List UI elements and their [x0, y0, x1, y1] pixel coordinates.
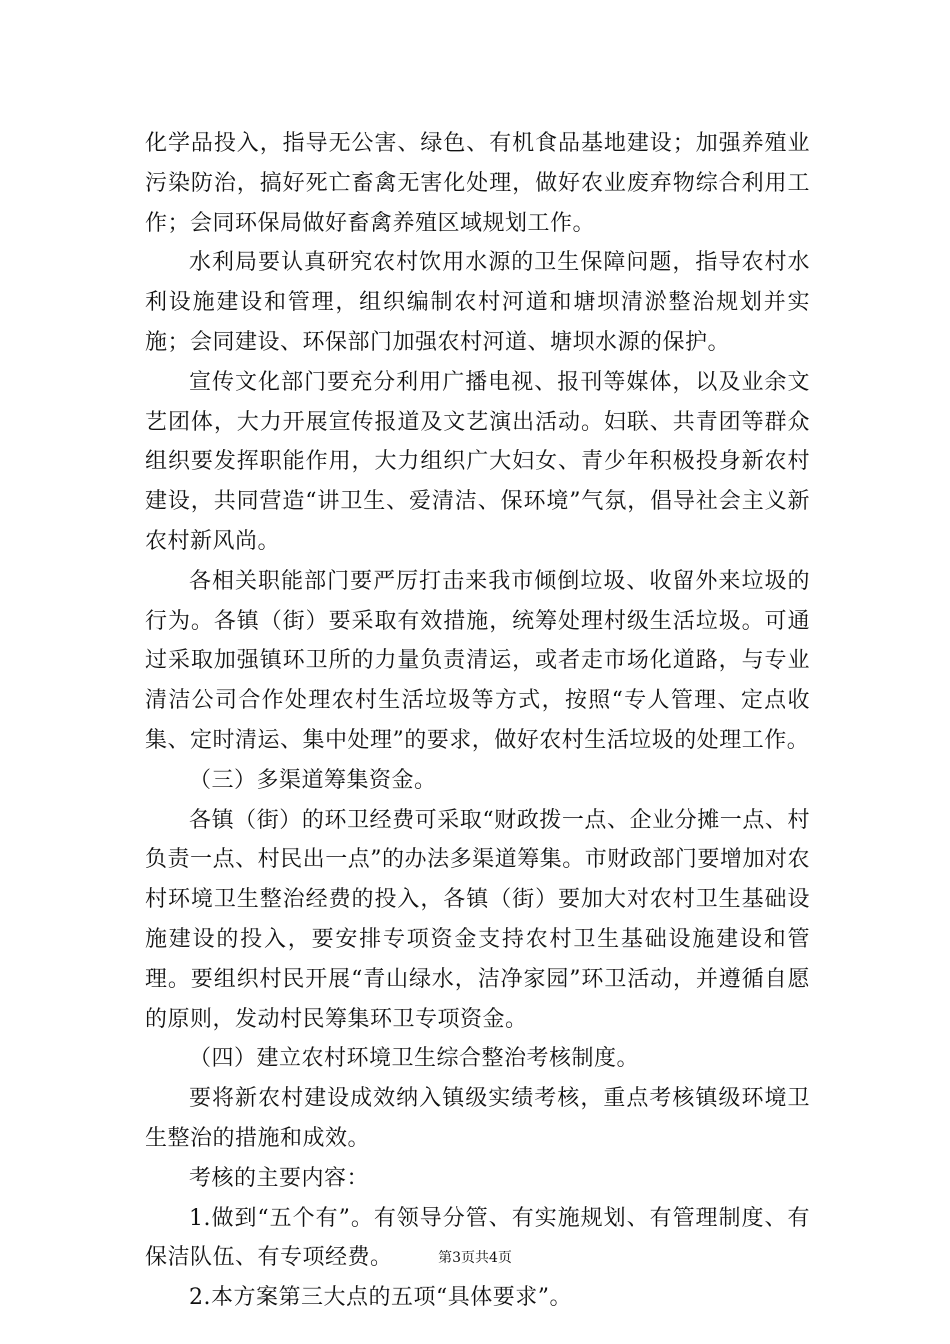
paragraph-2: 水利局要认真研究农村饮用水源的卫生保障问题，指导农村水利设施建设和管理，组织编制农村河道和塘坝清淤整治规划并实施；会同建设、环保部门加强农村河道、塘坝水源的保护。 [145, 250, 810, 355]
paragraph-1: 化学品投入，指导无公害、绿色、有机食品基地建设；加强养殖业污染防治，搞好死亡畜禽无害化处理，做好农业废弃物综合利用工作；会同环保局做好畜禽养殖区域规划工作。 [145, 131, 810, 236]
document-body [145, 124, 810, 1318]
list-item-2: 2.本方案第三大点的五项“具体要求”。 [189, 1285, 572, 1311]
section-heading-4: （四）建立农村环境卫生综合整治考核制度。 [189, 1046, 640, 1072]
page-number-footer: 第3页共4页 [438, 1250, 512, 1266]
paragraph-6: 要将新农村建设成效纳入镇级实绩考核，重点考核镇级环境卫生整治的措施和成效。 [145, 1086, 810, 1151]
paragraph-4: 各相关职能部门要严厉打击来我市倾倒垃圾、收留外来垃圾的行为。各镇（街）要采取有效措施，统筹处理村级生活垃圾。可通过采取加强镇环卫所的力量负责清运，或者走市场化道路，与专业清洁公司合作处理农村生活垃圾等方式，按照“专人管理、定点收集、定时清运、集中处理”的要求，做好农村生活垃圾的处理工作。 [145, 568, 810, 753]
list-item-1: 1.做到“五个有”。有领导分管、有实施规划、有管理制度、有保洁队伍、有专项经费。 [145, 1205, 810, 1271]
paragraph-5: 各镇（街）的环卫经费可采取“财政拨一点、企业分摊一点、村负责一点、村民出一点”的办法多渠道筹集。市财政部门要增加对农村环境卫生整治经费的投入，各镇（街）要加大对农村卫生基础设施建设的投入，要安排专项资金支持农村卫生基础设施建设和管理。要组织村民开展“青山绿水，洁净家园”环卫活动，并遵循自愿的原则，发动村民筹集环卫专项资金。 [145, 807, 810, 1032]
section-heading-3: （三）多渠道筹集资金。 [189, 767, 437, 793]
paragraph-7: 考核的主要内容： [189, 1165, 370, 1191]
paragraph-3: 宣传文化部门要充分利用广播电视、报刊等媒体，以及业余文艺团体，大力开展宣传报道及文艺演出活动。妇联、共青团等群众组织要发挥职能作用，大力组织广大妇女、青少年积极投身新农村建设，共同营造“讲卫生、爱清洁、保环境”气氛，倡导社会主义新农村新风尚。 [145, 369, 810, 554]
